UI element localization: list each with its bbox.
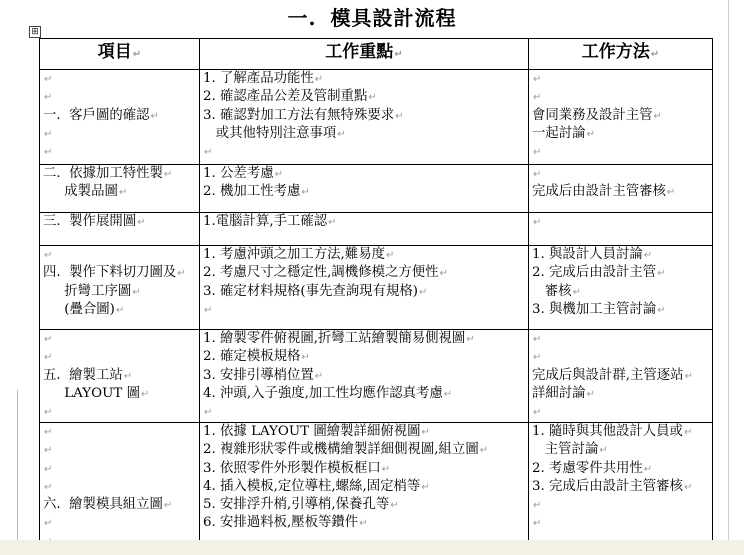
table-row xyxy=(40,423,713,552)
points-line: 1.電腦計算,手工確認↵ xyxy=(203,214,337,229)
document-title xyxy=(0,2,744,31)
points-line: 3. 依照零件外形製作模板框口↵ xyxy=(203,460,391,476)
points-line: 或其他特別注意事項↵ xyxy=(203,125,346,141)
header-work-focus: 工作重點↵ xyxy=(200,39,529,70)
method-line: ↵ xyxy=(533,334,542,345)
method-line: 1. 與設計人員討論↵ xyxy=(532,247,653,262)
method-line: ↵ xyxy=(533,169,542,180)
item-line: ↵ xyxy=(44,518,53,530)
table-row xyxy=(40,70,713,165)
points-line: 1. 繪製零件俯視圖,折彎工站繪製簡易側視圖↵ xyxy=(203,331,475,346)
points-line: 2. 複雜形狀零件或機構繪製詳細側視圖,組立圖↵ xyxy=(203,442,489,458)
method-line: 主管討論↵ xyxy=(532,442,608,458)
cell-points xyxy=(200,423,529,552)
item-line: ↵ xyxy=(44,92,53,104)
cell-item xyxy=(40,330,200,423)
method-line: ↵ xyxy=(533,147,542,159)
table-row xyxy=(40,246,713,330)
design-process-table xyxy=(39,38,713,552)
page-margin-line xyxy=(17,390,18,540)
table-row xyxy=(40,330,713,423)
method-line: 詳細討論↵ xyxy=(532,385,595,401)
method-line: 3. 與機加工主管討論↵ xyxy=(532,301,666,317)
method-line: 會同業務及設計主管↵ xyxy=(532,107,662,123)
points-line: 3. 安排引導梢位置↵ xyxy=(203,367,324,383)
cell-points xyxy=(200,165,529,213)
points-line: 4. 插入模板,定位導柱,螺絲,固定梢等↵ xyxy=(203,478,430,494)
points-line: 2. 考慮尺寸之穩定性,調機修模之方便性↵ xyxy=(203,265,448,281)
header-item: 項目↵ xyxy=(40,39,200,70)
item-line: 四. 製作下料切刀圖及↵ xyxy=(43,265,186,281)
item-line: 成製品圖↵ xyxy=(43,184,128,200)
points-line: 2. 確定模板規格↵ xyxy=(203,349,310,365)
item-line: ↵ xyxy=(44,352,53,364)
title-text: 模具設計流程 xyxy=(330,6,457,30)
cell-method xyxy=(529,330,713,423)
method-line: 3. 完成后由設計主管審核↵ xyxy=(532,478,693,494)
points-line: 3. 確定材料規格(事先查詢現有規格)↵ xyxy=(203,283,428,299)
points-line: 2. 機加工性考慮↵ xyxy=(203,184,310,200)
window-bottom-strip xyxy=(0,540,744,555)
points-line: ↵ xyxy=(204,304,213,316)
cell-points xyxy=(200,330,529,423)
points-line: 5. 安排浮升梢,引導梢,保養孔等↵ xyxy=(203,497,399,513)
item-line: (疊合圖)↵ xyxy=(43,301,125,317)
points-line: 3. 確認對加工方法有無特殊要求↵ xyxy=(203,107,404,123)
item-line: ↵ xyxy=(44,427,53,438)
points-line: 1. 公差考慮↵ xyxy=(203,166,283,181)
item-line: ↵ xyxy=(44,463,53,475)
method-line: ↵ xyxy=(533,92,542,104)
item-line: 折彎工序圖↵ xyxy=(43,283,141,299)
cell-method xyxy=(529,70,713,165)
method-line: 一起討論↵ xyxy=(532,125,595,141)
item-line: 六. 繪製模具組立圖↵ xyxy=(43,497,173,513)
points-line: ↵ xyxy=(204,147,213,159)
item-line: ↵ xyxy=(44,445,53,457)
item-line: ↵ xyxy=(44,74,53,85)
item-line: 一. 客戶圖的確認↵ xyxy=(43,107,159,123)
method-line: 2. 考慮零件共用性↵ xyxy=(532,460,653,476)
item-line: 三. 製作展開圖↵ xyxy=(43,214,146,229)
method-line: ↵ xyxy=(533,352,542,364)
method-line: 1. 隨時與其他設計人員或↵ xyxy=(532,424,693,439)
item-line: 五. 繪製工站↵ xyxy=(43,367,133,383)
method-line: 完成后與設計群,主管逐站↵ xyxy=(532,367,693,383)
points-line: 6. 安排過料板,壓板等鑽件↵ xyxy=(203,515,368,531)
table-header-row xyxy=(40,39,713,70)
method-line: ↵ xyxy=(533,518,542,530)
cell-method xyxy=(529,213,713,246)
table-row xyxy=(40,213,713,246)
table-row xyxy=(40,165,713,213)
method-line: 完成后由設計主管審核↵ xyxy=(532,184,676,200)
table-move-handle-icon[interactable]: ⊞ xyxy=(29,26,41,38)
header-work-method: 工作方法↵ xyxy=(529,39,713,70)
cell-method xyxy=(529,165,713,213)
item-line: ↵ xyxy=(44,481,53,493)
cell-method xyxy=(529,246,713,330)
item-line: ↵ xyxy=(44,147,53,159)
method-line: ↵ xyxy=(533,217,542,228)
item-line: ↵ xyxy=(44,128,53,140)
points-line: 2. 確認產品公差及管制重點↵ xyxy=(203,89,377,105)
method-line: 審核↵ xyxy=(532,283,581,299)
method-line: ↵ xyxy=(533,500,542,512)
item-line: ↵ xyxy=(44,334,53,345)
method-line: 2. 完成后由設計主管↵ xyxy=(532,265,666,281)
item-line: ↵ xyxy=(44,250,53,261)
cell-item xyxy=(40,246,200,330)
points-line: 1. 考慮沖頭之加工方法,難易度↵ xyxy=(203,247,395,262)
points-line: 4. 沖頭,入子強度,加工性均應作認真考慮↵ xyxy=(203,385,453,401)
cell-item xyxy=(40,165,200,213)
points-line: ↵ xyxy=(204,407,213,419)
cell-points xyxy=(200,246,529,330)
item-line: LAYOUT 圖↵ xyxy=(43,385,150,401)
cell-points xyxy=(200,213,529,246)
cell-method xyxy=(529,423,713,552)
cell-item xyxy=(40,423,200,552)
points-line: 1. 依據 LAYOUT 圖繪製詳細俯視圖↵ xyxy=(203,424,430,439)
method-line: ↵ xyxy=(533,74,542,85)
item-line: 二. 依據加工特性製↵ xyxy=(43,166,173,181)
points-line: 1. 了解產品功能性↵ xyxy=(203,71,324,86)
cell-points xyxy=(200,70,529,165)
title-number: 一. xyxy=(287,6,317,30)
item-line: ↵ xyxy=(44,407,53,419)
method-line: ↵ xyxy=(533,407,542,419)
cell-item xyxy=(40,213,200,246)
page-edge xyxy=(728,0,729,540)
cell-item xyxy=(40,70,200,165)
